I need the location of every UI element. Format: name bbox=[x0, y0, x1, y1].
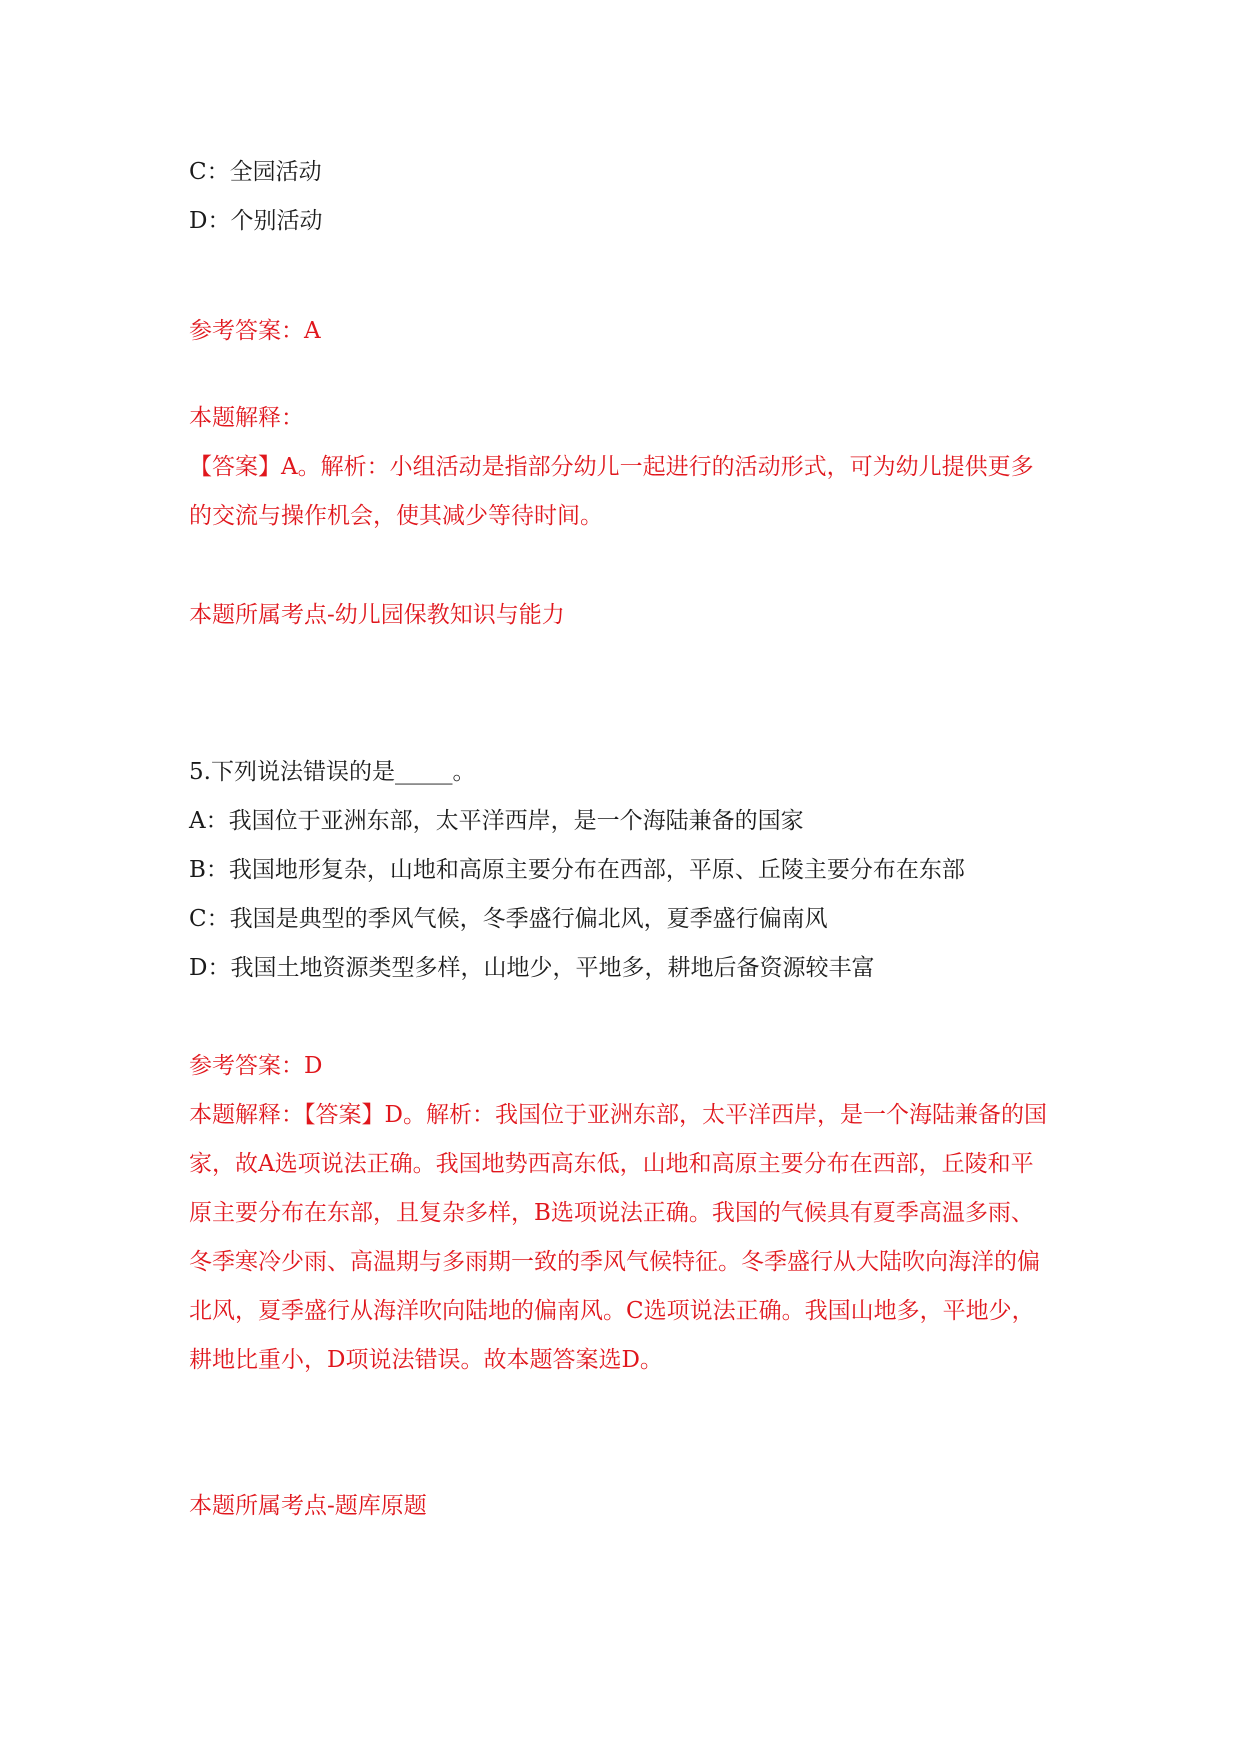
q5-stem: 5.下列说法错误的是_____。 bbox=[189, 759, 476, 785]
q4-option-c: C：全园活动 bbox=[189, 159, 322, 185]
q5-explanation: 本题解释：【答案】D。解析：我国位于亚洲东部，太平洋西岸，是一个海陆兼备的国家，故A选项说法正确。我国地势西高东低，山地和高原主要分布在西部，丘陵和平原主要分布在东部，且复杂多样，B选项说法正确。我国的气候具有夏季高温多雨、冬季寒冷少雨、高温期与多雨期一致的季风气候特征。冬季盛行从大陆吹向海洋的偏北风，夏季盛行从海洋吹向陆地的偏南风。C选项说法正确。我国山地多，平地少，耕地比重小，D项说法错误。故本题答案选D。 bbox=[189, 1102, 1047, 1373]
q4-explanation-text: 【答案】A。解析：小组活动是指部分幼儿一起进行的活动形式，可为幼儿提供更多的交流与操作机会，使其减少等待时间。 bbox=[189, 454, 1034, 529]
q5-option-d: D：我国土地资源类型多样，山地少，平地多，耕地后备资源较丰富 bbox=[189, 955, 875, 981]
q5-option-c: C：我国是典型的季风气候，冬季盛行偏北风，夏季盛行偏南风 bbox=[189, 906, 828, 932]
q5-option-b: B：我国地形复杂，山地和高原主要分布在西部，平原、丘陵主要分布在东部 bbox=[189, 857, 965, 883]
q4-option-d: D：个别活动 bbox=[189, 208, 323, 234]
q4-knowledge-point: 本题所属考点-幼儿园保教知识与能力 bbox=[189, 602, 565, 628]
q5-knowledge-point: 本题所属考点-题库原题 bbox=[189, 1493, 427, 1519]
q4-answer: 参考答案：A bbox=[189, 318, 321, 344]
q4-explanation-label: 本题解释： bbox=[189, 405, 304, 431]
q5-option-a: A：我国位于亚洲东部，太平洋西岸，是一个海陆兼备的国家 bbox=[189, 808, 804, 834]
q5-answer: 参考答案：D bbox=[189, 1053, 323, 1079]
